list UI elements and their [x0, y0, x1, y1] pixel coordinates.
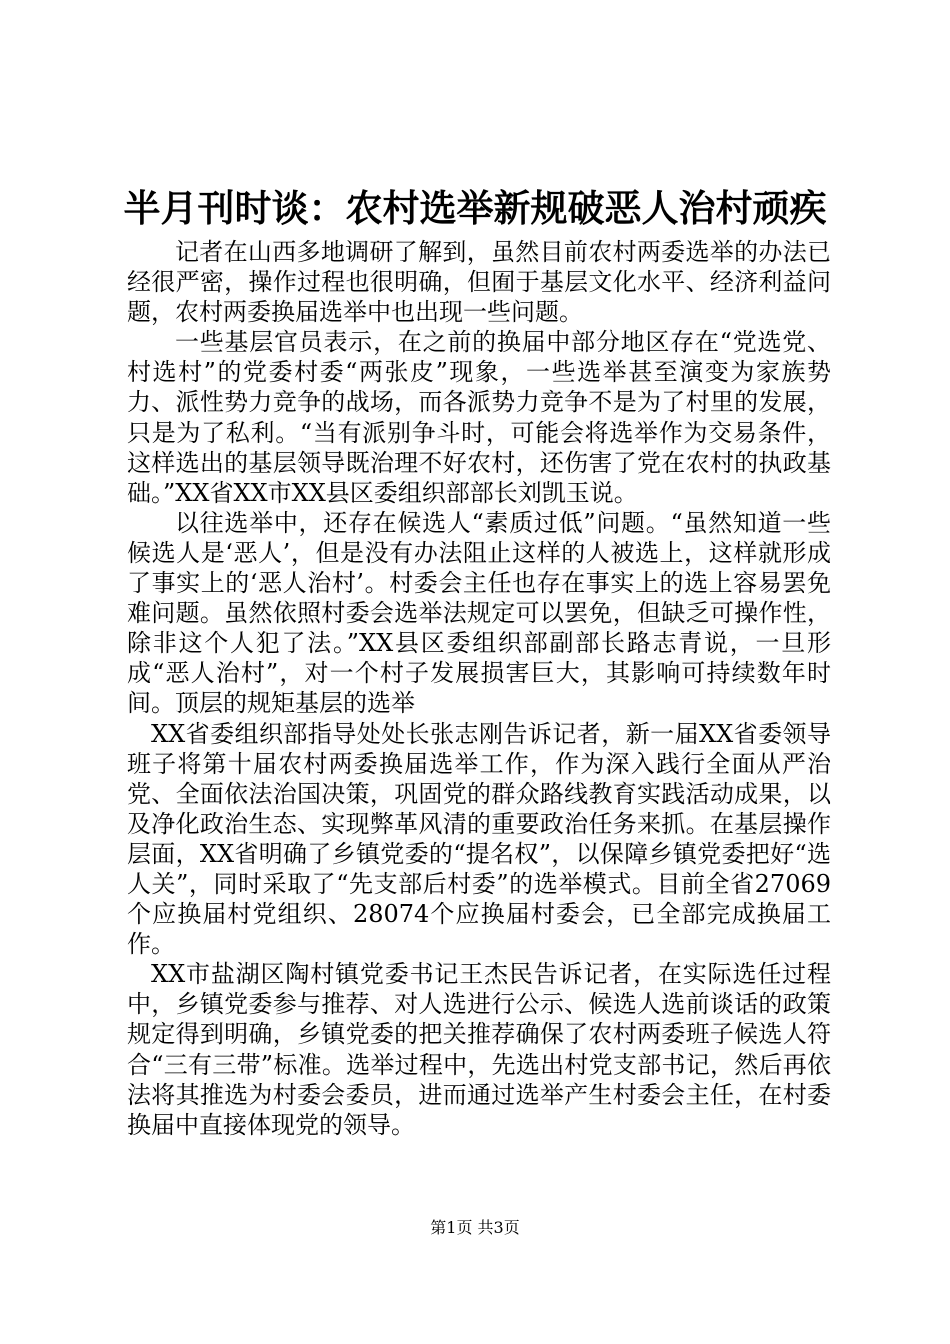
paragraph-2: 一些基层官员表示，在之前的换届中部分地区存在“党选党、村选村”的党委村委“两张皮”现象，一些选举甚至演变为家族势力、派性势力竞争的战场，而各派势力竞争不是为了村里的发展，只是为了私利。“当有派别争斗时，可能会将选举作为交易条件，这样选出的基层领导既治理不好农村，还伤害了党在农村的执政基础。”XX省XX市XX县区委组织部部长刘凯玉说。 [127, 328, 831, 507]
page-footer [0, 1217, 950, 1239]
page-indicator: 第1页 共3页 [430, 1218, 520, 1237]
paragraph-1: 记者在山西多地调研了解到，虽然目前农村两委选举的办法已经很严密，操作过程也很明确，但囿于基层文化水平、经济利益问题，农村两委换届选举中也出现一些问题。 [127, 238, 831, 327]
document-body [127, 237, 831, 1140]
paragraph-5: XX市盐湖区陶村镇党委书记王杰民告诉记者，在实际选任过程中，乡镇党委参与推荐、对人选进行公示、候选人选前谈话的政策规定得到明确，乡镇党委的把关推荐确保了农村两委班子候选人符合“三有三带”标准。选举过程中，先选出村党支部书记，然后再依法将其推选为村委会委员，进而通过选举产生村委会主任，在村委换届中直接体现党的领导。 [127, 960, 831, 1139]
document-title: 半月刊时谈：农村选举新规破恶人治村顽疾 [123, 186, 827, 230]
paragraph-4: XX省委组织部指导处处长张志刚告诉记者，新一届XX省委领导班子将第十届农村两委换届选举工作，作为深入践行全面从严治党、全面依法治国决策，巩固党的群众路线教育实践活动成果，以及净化政治生态、实现弊革风清的重要政治任务来抓。在基层操作层面，XX省明确了乡镇党委的“提名权”，以保障乡镇党委把好“选人关”，同时采取了“先支部后村委”的选举模式。目前全省27069个应换届村党组织、28074个应换届村委会，已全部完成换届工作。 [127, 719, 831, 959]
paragraph-3: 以往选举中，还存在候选人“素质过低”问题。“虽然知道一些候选人是‘恶人’，但是没有办法阻止这样的人被选上，这样就形成了事实上的‘恶人治村’。村委会主任也存在事实上的选上容易罢免难问题。虽然依照村委会选举法规定可以罢免，但缺乏可操作性，除非这个人犯了法。”XX县区委组织部副部长路志青说，一旦形成“恶人治村”，对一个村子发展损害巨大，其影响可持续数年时间。顶层的规矩基层的选举 [127, 508, 831, 718]
